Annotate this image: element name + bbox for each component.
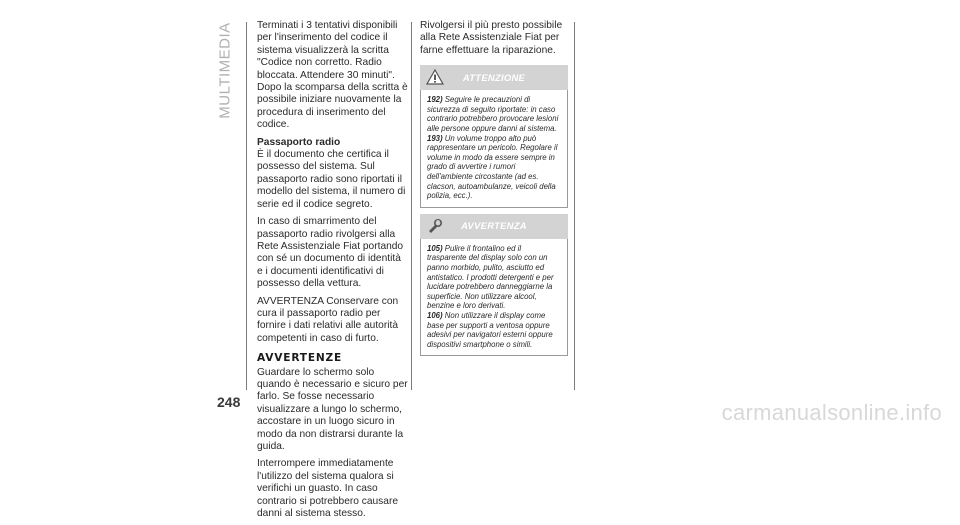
note-text: Un volume troppo alto può rappresentare un pericolo. Regolare il volume in modo da essere sempre in grado di avvertire i rumori dell'ambiente circostante (ad es. clacson, autoambulanze, veicoli della polizia, ecc.). (427, 133, 558, 201)
page-number: 248 (217, 394, 241, 410)
note-number: 192) (427, 95, 443, 105)
paragraph: AVVERTENZA Conservare con cura il passaporto radio per fornire i dati relativi alle autorità competenti in caso di furto. (257, 295, 399, 344)
section-tab-label: MULTIMEDIA (216, 21, 234, 119)
attention-box-body (420, 90, 568, 208)
paragraph: Rivolgersi il più presto possibile alla Rete Assistenziale Fiat per farne effettuare la riparazione. (420, 20, 563, 56)
right-column (420, 20, 568, 356)
left-column (257, 20, 409, 525)
note-item (427, 244, 562, 311)
note-number: 106) (427, 310, 443, 320)
sub-heading: Passaporto radio (257, 136, 341, 148)
paragraph: Terminati i 3 tentativi disponibili per l'inserimento del codice il sistema visualizzerà la scritta "Codice non corretto. Radio bloccata. Attendere 30 minuti". Dopo la scomparsa della scritta è possibile iniziare nuovamente la procedura di inserimento del codice. (257, 20, 408, 131)
section-tab (214, 22, 236, 118)
hand-wrench-icon (426, 217, 444, 235)
warning-box-body (420, 239, 568, 357)
warning-box-title: AVVERTENZA (461, 220, 527, 232)
warning-box (420, 214, 568, 357)
note-text: Pulire il frontalino ed il trasparente del display solo con un panno morbido, pulito, asciutto ed antistatico. I prodotti detergenti e per lucidare potrebbero danneggiarne la superficie. Non utilizzare alcool, benzine e loro derivati. (427, 243, 554, 311)
note-item (427, 134, 562, 201)
note-text: Non utilizzare il display come base per supporti a ventosa oppure adesivi per navigatori esterni oppure dispositivi smartphone o simili. (427, 310, 553, 349)
warning-triangle-icon (426, 68, 444, 86)
note-text: Seguire le precauzioni di sicurezza di seguito riportate: in caso contrario potrebbero provocare lesioni alle persone oppure danni al sistema. (427, 95, 559, 133)
paragraph: È il documento che certifica il possesso del sistema. Sul passaporto radio sono riportati il modello del sistema, il numero di serie ed il codice segreto. (257, 149, 406, 210)
note-number: 105) (427, 243, 443, 253)
attention-box-title: ATTENZIONE (462, 71, 526, 83)
note-number: 193) (427, 133, 443, 143)
paragraph: Guardare lo schermo solo quando è necessario e sicuro per farlo. Se fosse necessario visualizzare a lungo lo schermo, accostare in un luogo sicuro in modo da non distrarsi durante la guida. (257, 366, 408, 452)
section-heading: AVVERTENZE (257, 352, 343, 365)
watermark: carmanualsonline.info (721, 400, 942, 425)
attention-box-header (420, 65, 568, 90)
right-divider (574, 22, 575, 390)
paragraph: In caso di smarrimento del passaporto radio rivolgersi alla Rete Assistenziale Fiat portando con sé un documento di identità e i documenti identificativi di possesso della vettura. (257, 216, 404, 290)
warning-box-header (420, 214, 568, 239)
note-item (427, 311, 562, 349)
left-divider (246, 22, 247, 390)
note-item (427, 95, 562, 133)
paragraph: Interrompere immediatamente l'utilizzo del sistema qualora si verifichi un guasto. In caso contrario si potrebbero causare danni al sistema stesso. (257, 458, 399, 520)
attention-box (420, 65, 568, 208)
center-divider (411, 22, 412, 390)
